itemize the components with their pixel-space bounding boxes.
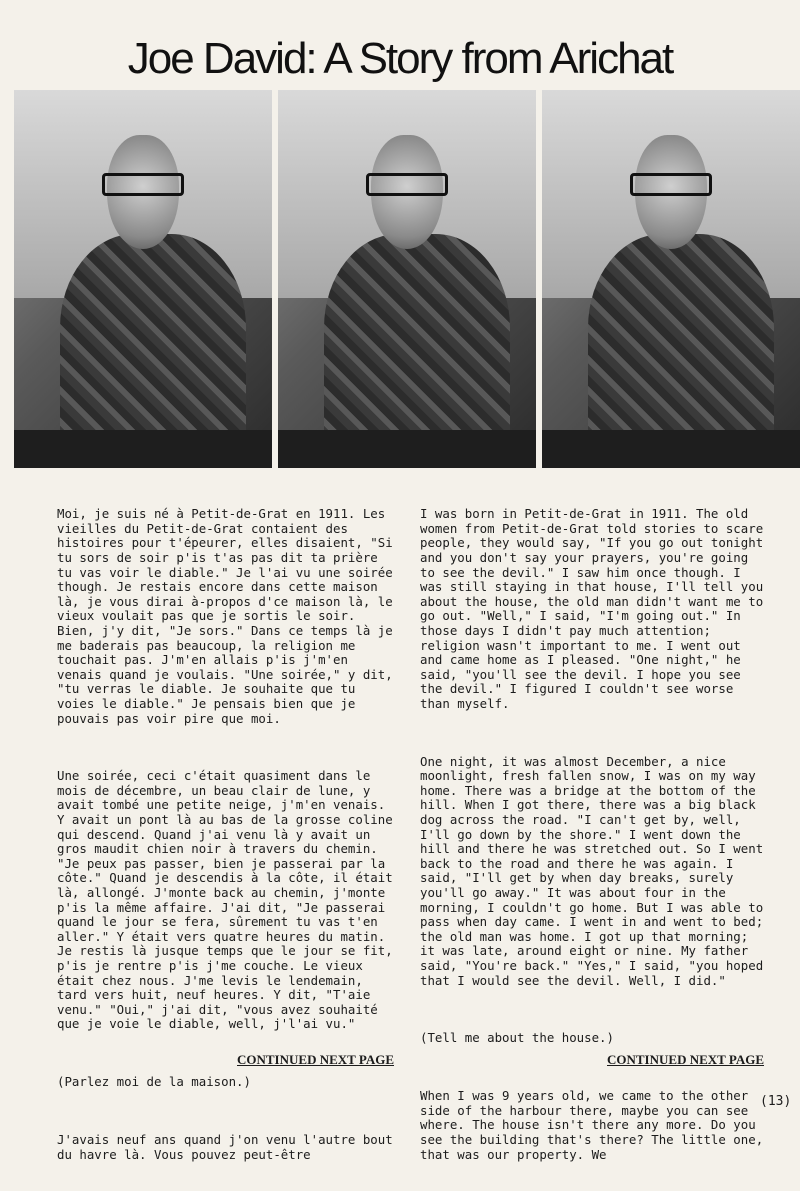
- french-paragraph-3: (Parlez moi de la maison.): [57, 1074, 251, 1090]
- english-column: [420, 478, 771, 1191]
- article-title: Joe David: A Story from Arichat: [127, 34, 673, 83]
- english-paragraph-4: When I was 9 years old, we came to the other side of the harbour there, maybe you can see where. The house isn't there any more. Do you see the building that's there? The little one, that was our property. We: [420, 1088, 771, 1162]
- photo-joe-david-right: [542, 90, 800, 468]
- english-paragraph-2: One night, it was almost December, a nice moonlight, fresh fallen snow, I was on my way home. There was a bridge at the bottom of the hill. When I got there, there was a big black dog across the road. "I can't get by, well, I'll go down by the shore." I went down the hill and there he was stretched out. So I went back to the road and there he was again. I said, "I'll get by when day breaks, surely you'll go away." It was about four in the morning, I couldn't go home. But I was able to pass when day came. I went in and went to bed; the old man was home. I got up that morning; it was late, around eight or nine. My father said, "You're back." "Yes," I said, "you hoped that I would see the devil. Well, I did.": [420, 753, 771, 988]
- french-continued-label: CONTINUED NEXT PAGE: [237, 1052, 394, 1067]
- french-column: [57, 478, 401, 1191]
- english-continued-label: CONTINUED NEXT PAGE: [607, 1052, 764, 1067]
- page-number: (13): [760, 1094, 792, 1109]
- photo-joe-david-left: [14, 90, 272, 468]
- english-paragraph-3: (Tell me about the house.): [420, 1030, 614, 1046]
- photo-joe-david-center: [278, 90, 536, 468]
- french-paragraph-2: Une soirée, ceci c'était quasiment dans le mois de décembre, un beau clair de lune, y avait tombé une petite neige, j'm'en venais. Y avait un pont là au bas de la grosse coline qui descend. Quand j'ai venu là y avait un gros maudit chien noir à travers du chemin. "Je peux pas passer, bien je passerai par la côte." Quand je descendis à la côte, il était là, allongé. J'monte back au chemin, j'monte p'is la même affaire. J'ai dit, "Je passerai quand le jour se fera, sûrement tu vas t'en aller." Y était vers quatre heures du matin. Je restis là jusque temps que le jour se fit, p'is je rentre p'is j'me couche. Le vieux était chez nous. J'me levis le lendemain, tard vers huit, neuf heures. Y dit, "T'aie venu." "Oui," j'ai dit, "vous avez souhaité que je voie le diable, well, j'l'ai vu.": [57, 768, 401, 1032]
- french-paragraph-4: J'avais neuf ans quand j'on venu l'autre bout du havre là. Vous pouvez peut-être: [57, 1131, 401, 1162]
- photo-strip: [14, 90, 800, 468]
- english-paragraph-1: I was born in Petit-de-Grat in 1911. The old women from Petit-de-Grat told stories to scare people, they would say, "If you go out tonight and you don't say your prayers, you're going to see the devil." I saw him once though. I was still staying in that house, I'll tell you about the house, the old man didn't want me to go out. "Well," I said, "I'm going out." In those days I didn't pay much attention; religion wasn't important to me. I went out and came home as I pleased. "One night," he said, "you'll see the devil. I hope you see the devil." I figured I couldn't see worse than myself.: [420, 506, 771, 711]
- french-paragraph-1: Moi, je suis né à Petit-de-Grat en 1911. Les vieilles du Petit-de-Grat contaient des histoires pour t'épeurer, elles disaient, "Si tu sors de soir p'is t'as pas dit ta prière tu vas voir le diable." Je l'ai vu une soirée though. Je restais encore dans cette maison là, je vous dirai à-propos d'ce maison là, le vieux voulait pas que je sortis le soir. Bien, j'y dit, "Je sors." Dans ce temps là je me baderais pas beaucoup, la religion me touchait pas. J'm'en allais p'is j'm'en venais quand je voulais. "Une soirée," y dit, "tu verras le diable. Je souhaite que tu voies le diable." Je pensais bien que je pouvais pas voir pire que moi.: [57, 506, 401, 726]
